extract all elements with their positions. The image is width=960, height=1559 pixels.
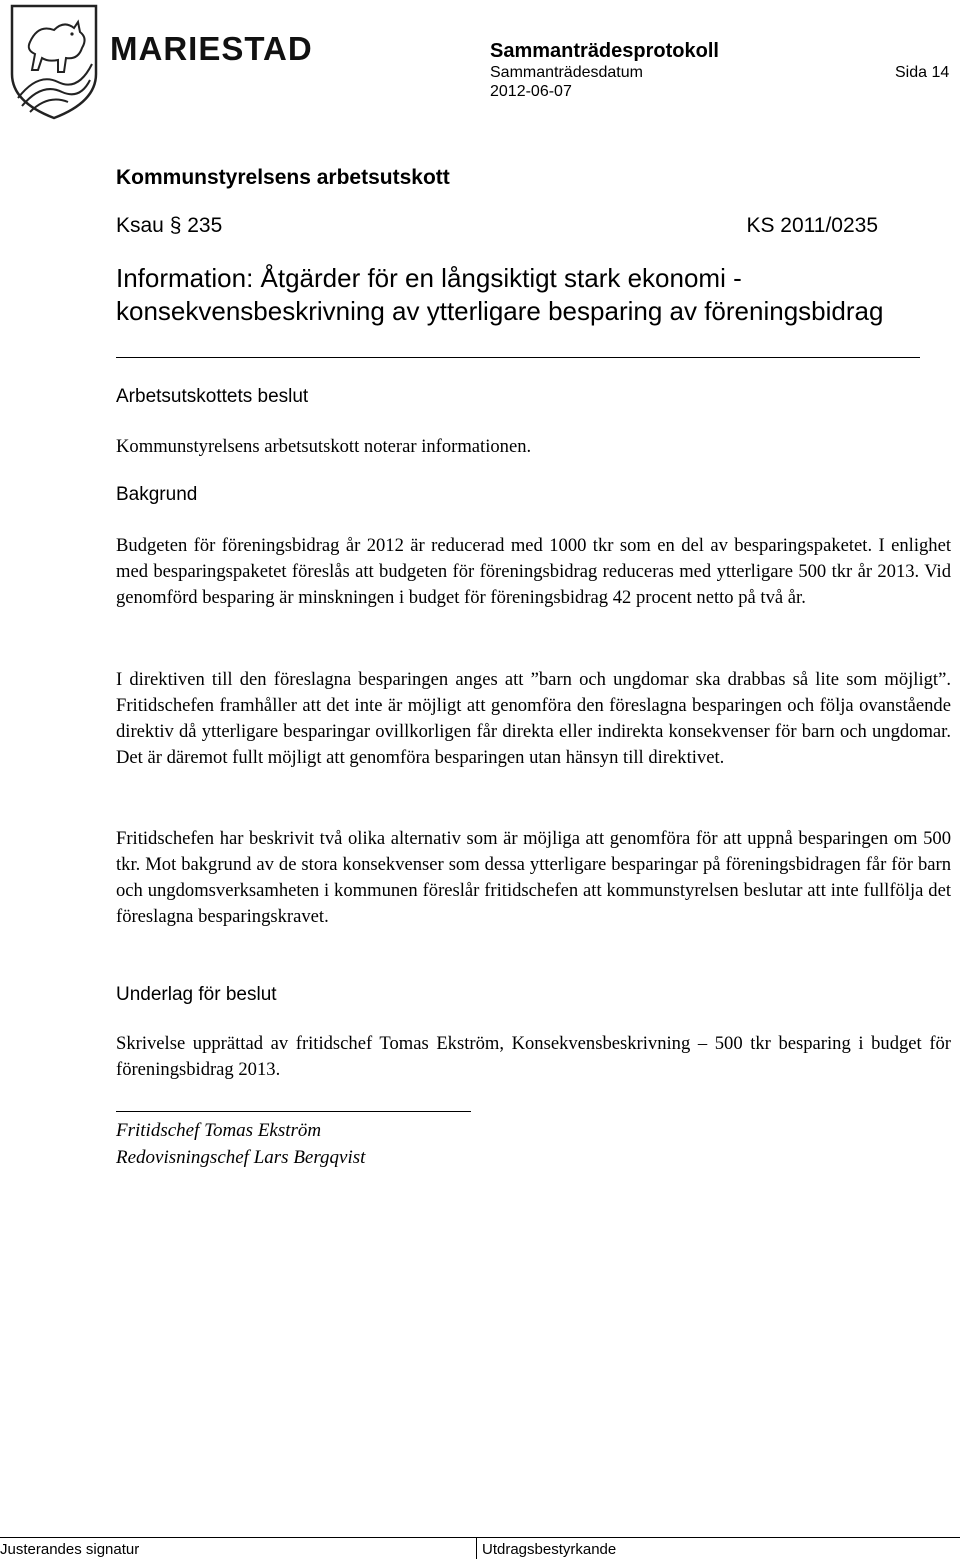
background-paragraph-1: Budgeten för föreningsbidrag år 2012 är reducerad med 1000 tkr som en del av besparingspaketet. I enlighet med besparingspaketet föreslås att budgeten för föreningsbidrag reduceras med ytterligare 500 tkr år 2013. Vid genomförd besparing är minskningen i budget för föreningsbidrag 42 procent netto på två år. — [116, 535, 951, 608]
case-reference: Ksau § 235 — [116, 214, 223, 237]
distribution-divider — [116, 1111, 471, 1112]
distribution-recipient: Fritidschef Tomas Ekström — [116, 1120, 322, 1141]
background-heading: Bakgrund — [116, 484, 198, 505]
distribution-recipient: Redovisningschef Lars Bergqvist — [116, 1147, 366, 1168]
document-type: Sammanträdesprotokoll — [490, 40, 719, 62]
decision-heading: Arbetsutskottets beslut — [116, 386, 309, 407]
footer-divider — [0, 1537, 960, 1538]
background-paragraph-2: I direktiven till den föreslagna besparingen anges att ”barn och ungdomar ska drabbas så lite som möjligt”. Fritidschefen framhåller att det inte är möjligt att genomföra den föreslagna besparingen och följa ovanstående direktiv då ytterligare besparingar ovillkorligen får direkta eller indirekta konsekvenser för barn och ungdomar. Det är däremot fullt möjligt att genomföra besparingen utan hänsyn till direktivet. — [116, 669, 951, 768]
mariestad-crest-logo — [8, 2, 100, 122]
page-number: Sida 14 — [895, 64, 950, 81]
footer-separator — [476, 1537, 477, 1559]
meeting-date: 2012-06-07 — [490, 83, 572, 100]
basis-text: Skrivelse upprättad av fritidschef Tomas Ekström, Konsekvensbeskrivning – 500 tkr besparing i budget för föreningsbidrag 2013. — [116, 1033, 951, 1080]
background-paragraph-3: Fritidschefen har beskrivit två olika alternativ som är möjliga att genomföra för att uppnå besparingen om 500 tkr. Mot bakgrund av de stora konsekvenser som dessa ytterligare besparingar på föreningsbidragen får för barn och ungdomsverksamheten i kommunen föreslår fritidschefen att kommunstyrelsen beslutar att inte fullfölja det föreslagna besparingskravet. — [116, 828, 951, 927]
logo-wordmark: MARIESTAD — [110, 30, 313, 67]
decision-text: Kommunstyrelsens arbetsutskott noterar informationen. — [116, 436, 532, 457]
signature-field-label: Justerandes signatur — [0, 1541, 140, 1558]
basis-heading: Underlag för beslut — [116, 984, 277, 1005]
meeting-date-label: Sammanträdesdatum — [490, 64, 643, 81]
committee-name: Kommunstyrelsens arbetsutskott — [116, 166, 450, 189]
certification-field-label: Utdragsbestyrkande — [482, 1541, 617, 1558]
diary-number: KS 2011/0235 — [746, 214, 878, 237]
item-title: Information: Åtgärder för en långsiktigt stark ekonomi - konsekvensbeskrivning av ytterligare besparing av föreningsbidrag — [116, 263, 884, 326]
title-divider — [116, 357, 920, 358]
